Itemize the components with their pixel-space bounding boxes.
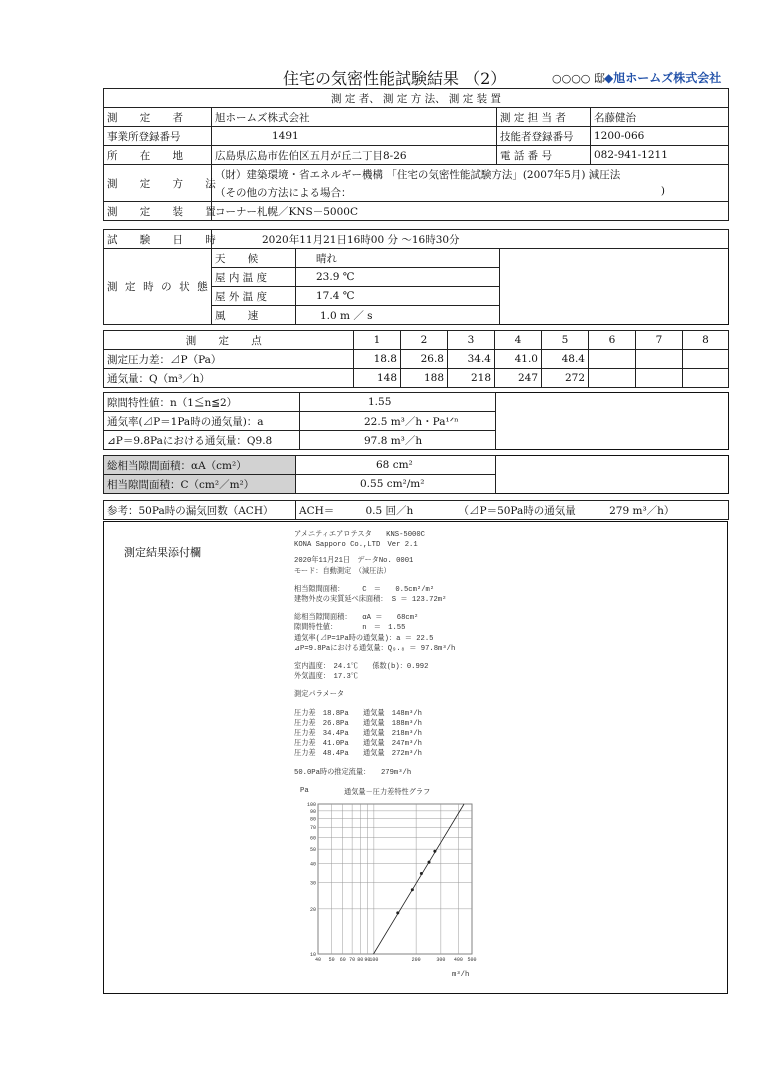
address-value: 広島県広島市佐伯区五月が丘二丁目8-26 xyxy=(212,146,497,165)
point-number: 6 xyxy=(589,331,636,350)
y-tick-label: 60 xyxy=(309,835,316,842)
printout-row: 圧力差 34.4Pa 通気量 218m³/h xyxy=(294,730,422,739)
n-value: 1.55 xyxy=(300,393,496,412)
tech-label: 技能者登録番号 xyxy=(497,127,591,146)
printout-line: アメニティエアロテスタ KNS-5000C xyxy=(294,531,425,539)
logo-text: 旭ホームズ株式会社 xyxy=(613,71,722,85)
graph-ylabel: Pa xyxy=(300,787,309,795)
flow50-label: （⊿P＝50Pa時の通気量 xyxy=(458,504,576,517)
total-area-value: 68 cm² xyxy=(296,456,496,475)
a-label: 通気率(⊿P＝1Pa時の通気量)：a xyxy=(104,412,300,431)
pressure-label: 測定圧力差：⊿P（Pa） xyxy=(104,350,354,369)
point-number: 5 xyxy=(542,331,589,350)
wind-label: 風 速 xyxy=(212,306,296,325)
office-label: 事業所登録番号 xyxy=(104,127,212,146)
printout-row: 圧力差 41.0Pa 通気量 247m³/h xyxy=(294,740,422,749)
pressure-cell xyxy=(636,350,683,369)
c-value-label: 相当隙間面積：C（cm²／m²） xyxy=(104,475,296,494)
printout-line: 室内温度： 24.1℃ 係数(b)：0.992 xyxy=(294,663,429,672)
weather-value: 晴れ xyxy=(296,249,500,268)
printout-line: 建物外皮の実質延べ床面積： S ＝ 123.72m² xyxy=(294,596,447,605)
printout-line: ⊿P=9.8Paにおける通気量：Q₉.₈ ＝ 97.8m³/h xyxy=(294,644,456,653)
state-label: 測 定 時 の 状 態 xyxy=(104,249,212,325)
printout-line: 2020年11月21日 データNo. 0001 xyxy=(294,557,414,566)
flow-cell: 218 xyxy=(448,369,495,388)
x-tick-label: 70 xyxy=(349,957,356,963)
tech-value: 1200-066 xyxy=(591,127,729,146)
printout-row: 圧力差 48.4Pa 通気量 272m³/h xyxy=(294,750,422,759)
flow-cell xyxy=(683,369,729,388)
wind-value: 1.0 m ／ s xyxy=(296,306,500,325)
graph-title: 通気量－圧力差特性グラフ xyxy=(344,789,431,797)
x-tick-label: 50 xyxy=(328,957,335,963)
y-tick-label: 10 xyxy=(309,952,316,958)
data-point xyxy=(411,888,414,891)
flow-cell xyxy=(636,369,683,388)
measurer-table xyxy=(103,88,729,221)
flow-cell: 188 xyxy=(401,369,448,388)
x-tick-label: 200 xyxy=(411,957,421,963)
attachment-box xyxy=(103,521,728,994)
ach-table xyxy=(103,500,729,520)
printout-row: 圧力差 18.8Pa 通気量 148m³/h xyxy=(294,709,422,718)
owner-name: ○○○○ 邸 xyxy=(552,72,605,85)
indoor-temp-label: 屋 内 温 度 xyxy=(212,268,296,287)
company-logo xyxy=(604,69,721,86)
n-label: 隙間特性値：n（1≦n≦2） xyxy=(104,393,300,412)
measurer-value: 旭ホームズ株式会社 xyxy=(212,108,497,127)
printout-line: 測定パラメータ xyxy=(294,691,345,700)
c-value: 0.55 cm²/m² xyxy=(296,475,496,494)
staff-value: 名藤健治 xyxy=(591,108,729,127)
office-value: 1491 xyxy=(212,127,497,146)
flow-label: 通気量：Q（m³／h） xyxy=(104,369,354,388)
pressure-cell: 34.4 xyxy=(448,350,495,369)
graph-grid xyxy=(318,804,472,954)
point-number: 1 xyxy=(354,331,401,350)
pressure-cell: 48.4 xyxy=(542,350,589,369)
printout-line: KONA Sapporo Co.,LTD Ver 2.1 xyxy=(294,541,418,550)
page-title: 住宅の気密性能試験結果 （2） xyxy=(283,69,507,88)
pressure-cell: 41.0 xyxy=(495,350,542,369)
pressure-cell: 18.8 xyxy=(354,350,401,369)
conditions-table xyxy=(103,229,729,325)
data-point xyxy=(396,911,399,914)
x-tick-label: 400 xyxy=(453,957,463,963)
printout-line: 外気温度： 17.3℃ xyxy=(294,673,358,682)
x-tick-label: 60 xyxy=(339,957,346,963)
logo-mark-icon: ◆ xyxy=(604,71,614,85)
x-tick-label: 90 xyxy=(364,957,371,963)
flow-cell: 148 xyxy=(354,369,401,388)
data-point xyxy=(420,872,423,875)
pressure-cell: 26.8 xyxy=(401,350,448,369)
results-table xyxy=(103,392,729,450)
point-number: 7 xyxy=(636,331,683,350)
q98-value: 97.8 m³／h xyxy=(300,431,496,450)
printout-line: 通気率(⊿P=1Pa時の通気量)：a ＝ 22.5 xyxy=(294,634,434,643)
section-title: 測 定 者、 測 定 方 法、 測 定 装 置 xyxy=(104,89,729,108)
measurer-label: 測 定 者 xyxy=(104,108,212,127)
y-tick-label: 80 xyxy=(309,816,316,823)
y-tick-label: 70 xyxy=(309,825,316,832)
y-tick-label: 20 xyxy=(309,906,316,913)
flow-cell: 247 xyxy=(495,369,542,388)
point-number: 2 xyxy=(401,331,448,350)
data-point xyxy=(428,861,431,864)
y-tick-label: 90 xyxy=(309,808,316,815)
y-tick-label: 100 xyxy=(306,802,316,808)
y-tick-label: 50 xyxy=(309,847,316,854)
method-line2: （その他の方法による場合： xyxy=(215,186,352,199)
printout-line: モード：自動測定 （減圧法） xyxy=(294,567,391,576)
points-table xyxy=(103,330,729,388)
data-point xyxy=(433,850,436,853)
flow-cell xyxy=(589,369,636,388)
q98-label: ⊿P＝9.8Paにおける通気量：Q9.8 xyxy=(104,431,300,450)
x-tick-label: 80 xyxy=(357,957,364,963)
x-tick-label: 500 xyxy=(467,957,477,963)
method-label: 測 定 方 法 xyxy=(104,165,212,202)
x-tick-label: 300 xyxy=(436,957,446,963)
flow50-value: 279 m³／h） xyxy=(609,504,675,517)
ach-label: 参考：50Pa時の漏気回数（ACH） xyxy=(104,501,296,520)
device-label: 測 定 装 置 xyxy=(104,202,212,221)
fit-line xyxy=(373,804,464,954)
method-line2-end: ) xyxy=(660,184,665,197)
printout-line: 相当隙間面積： C ＝ 0.5cm²/m² xyxy=(294,585,435,594)
printout-line: 総相当隙間面積： αA ＝ 68cm² xyxy=(294,614,419,623)
printout-row: 圧力差 26.8Pa 通気量 188m³/h xyxy=(294,719,422,728)
phone-label: 電 話 番 号 xyxy=(497,146,591,165)
phone-value: 082-941-1211 xyxy=(591,146,729,165)
characteristic-graph xyxy=(300,798,480,970)
attachment-label: 測定結果添付欄 xyxy=(124,546,201,559)
area-table xyxy=(103,455,729,494)
total-area-label: 総相当隙間面積：αA（cm²） xyxy=(104,456,296,475)
outdoor-temp-label: 屋 外 温 度 xyxy=(212,287,296,306)
pressure-cell xyxy=(683,350,729,369)
point-number: 3 xyxy=(448,331,495,350)
address-label: 所 在 地 xyxy=(104,146,212,165)
date-value: 2020年11月21日16時00 分 ～16時30分 xyxy=(212,230,729,249)
x-tick-label: 40 xyxy=(314,957,322,963)
indoor-temp-value: 23.9 ℃ xyxy=(296,268,500,287)
y-tick-label: 30 xyxy=(309,880,316,887)
pressure-cell xyxy=(589,350,636,369)
x-tick-label: 100 xyxy=(369,957,379,963)
printout-line: 隙間特性値： n ＝ 1.55 xyxy=(294,624,406,633)
points-header-label: 測 定 点 xyxy=(104,331,354,350)
y-tick-label: 40 xyxy=(309,861,316,868)
ach-key: ACH＝ xyxy=(296,501,346,520)
graph-frame xyxy=(318,804,472,954)
point-number: 8 xyxy=(683,331,729,350)
method-line1: （財）建築環境・省エネルギー機構 「住宅の気密性能試験方法」(2007年5月) 減圧法 xyxy=(212,165,729,184)
flow-cell: 272 xyxy=(542,369,589,388)
weather-label: 天 候 xyxy=(212,249,296,268)
outdoor-temp-value: 17.4 ℃ xyxy=(296,287,500,306)
staff-label: 測 定 担 当 者 xyxy=(497,108,591,127)
printout-line: 50.0Pa時の推定流量： 279m³/h xyxy=(294,768,412,777)
graph-xlabel: m³/h xyxy=(452,971,470,979)
a-value: 22.5 m³／h・Pa¹ᐟⁿ xyxy=(300,412,496,431)
point-number: 4 xyxy=(495,331,542,350)
ach-value: 0.5 回／h xyxy=(346,501,456,520)
device-value: コーナー札幌／KNS－5000C xyxy=(212,202,729,221)
date-label: 試 験 日 時 xyxy=(104,230,212,249)
